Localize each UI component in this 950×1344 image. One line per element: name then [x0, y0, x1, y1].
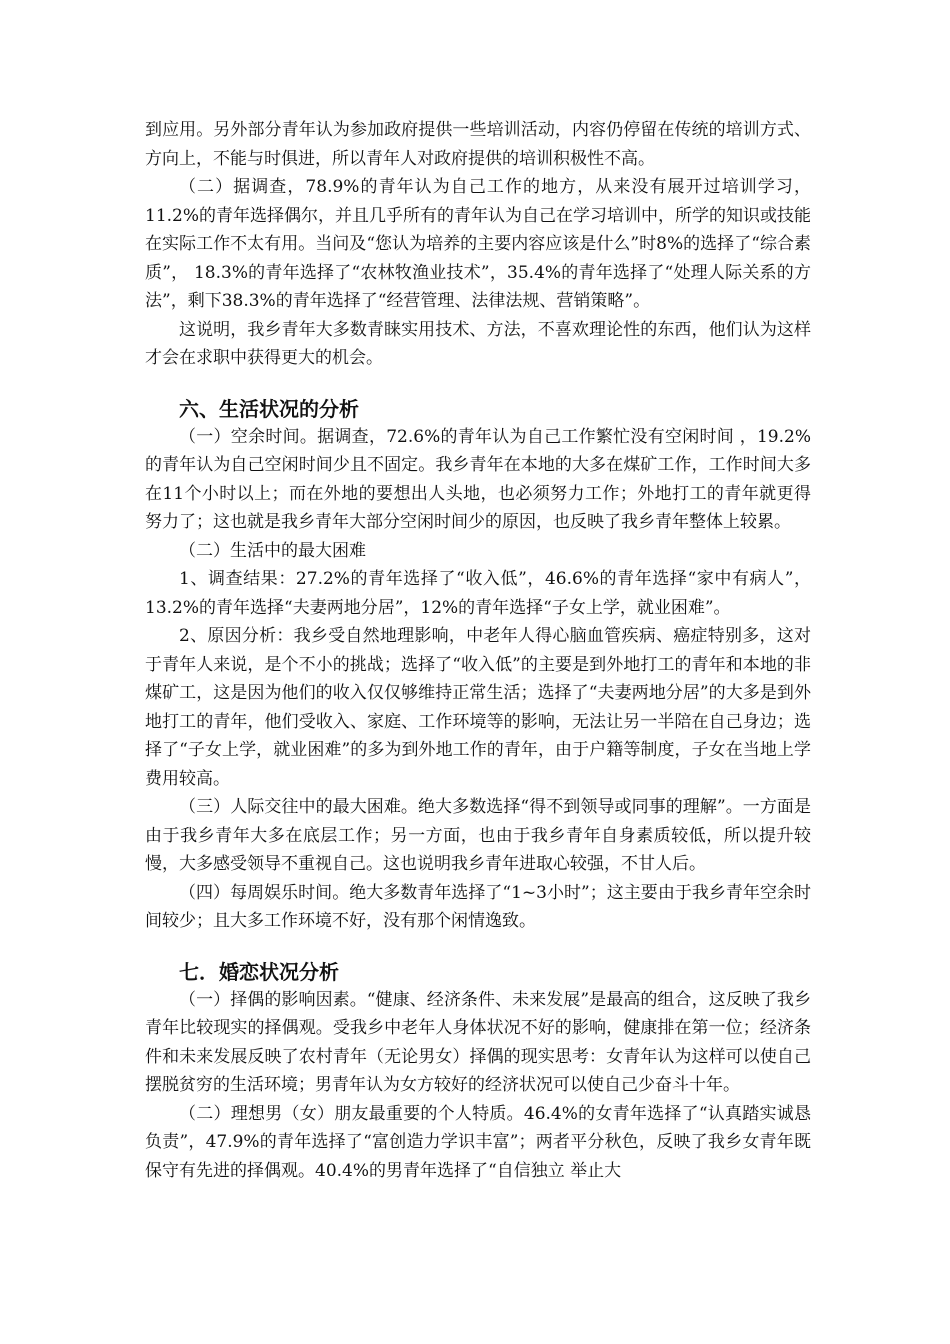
paragraph-cause-analysis: 2、原因分析：我乡受自然地理影响，中老年人得心脑血管疾病、癌症特别多，这对于青年人来说，是个不小的挑战；选择了“收入低”的主要是到外地打工的青年和本地的非煤矿工，这是因为他们的收入仅仅够维持正常生活；选择了“夫妻两地分居”的大多是到外地打工的青年，他们受收入、家庭、工作环境等的影响，无法让另一半陪在自己身边；选择了“子女上学，就业困难”的多为到外地工作的青年，由于户籍等制度，子女在当地上学费用较高。	[145, 626, 811, 789]
document-page	[145, 116, 811, 1185]
section-heading-living-conditions: 六、生活状况的分析	[179, 396, 359, 421]
section-heading-marriage: 七．婚恋状况分析	[179, 959, 339, 984]
paragraph-survey-results: 1、调查结果：27.2%的青年选择了“收入低”，46.6%的青年选择“家中有病人”，13.2%的青年选择“夫妻两地分居”，12%的青年选择“子女上学，就业困难”。	[145, 569, 811, 618]
paragraph-spare-time: （一）空余时间。据调查，72.6%的青年认为自己工作繁忙没有空闲时间 ，19.2%的青年认为自己空闲时间少且不固定。我乡青年在本地的大多在煤矿工作，工作时间大多在11个小时以上；而在外地的要想出人头地，也必须努力工作；外地打工的青年就更得努力了；这也就是我乡青年大部分空闲时间少的原因，也反映了我乡青年整体上较累。	[145, 426, 811, 532]
paragraph-interpersonal-difficulty: （三）人际交往中的最大困难。绝大多数选择“得不到领导或同事的理解”。一方面是由于我乡青年大多在底层工作；另一方面，也由于我乡青年自身素质较低，所以提升较慢，大多感受领导不重视自己。这也说明我乡青年进取心较强，不甘人后。	[145, 797, 811, 874]
paragraph-training-continued: 到应用。另外部分青年认为参加政府提供一些培训活动，内容仍停留在传统的培训方式、方向上，不能与时俱进，所以青年人对政府提供的培训积极性不高。	[145, 120, 811, 169]
paragraph-ideal-partner: （二）理想男（女）朋友最重要的个人特质。46.4%的女青年选择了“认真踏实诚恳负责”，47.9%的青年选择了“富创造力学识丰富”；两者平分秋色，反映了我乡女青年既保守有先进的择偶观。40.4%的男青年选择了“自信独立 举止大	[145, 1103, 811, 1181]
paragraph-training-survey: （二）据调查，78.9%的青年认为自己工作的地方，从来没有展开过培训学习，11.2%的青年选择偶尔，并且几乎所有的青年认为自己在学习培训中，所学的知识或技能在实际工作不太有用。当问及“您认为培养的主要内容应该是什么”时8%的选择了“综合素质”， 18.3%的青年选择了“农林牧渔业技术”，35.4%的青年选择了“处理人际关系的方法”，剩下38.3%的青年选择了“经营管理、法律法规、营销策略”。	[145, 177, 812, 311]
paragraph-weekly-entertainment: （四）每周娱乐时间。绝大多数青年选择了“1~3小时”；这主要由于我乡青年空余时间较少；且大多工作环境不好，没有那个闲情逸致。	[145, 882, 811, 931]
paragraph-biggest-difficulty-heading: （二）生活中的最大困难	[179, 540, 366, 561]
paragraph-mate-factors: （一）择偶的影响因素。“健康、经济条件、未来发展”是最高的组合，这反映了我乡青年比较现实的择偶观。受我乡中老年人身体状况不好的影响，健康排在第一位；经济条件和未来发展反映了农村青年（无论男女）择偶的现实思考：女青年认为这样可以使自己摆脱贫穷的生活环境；男青年认为女方较好的经济状况可以使自己少奋斗十年。	[145, 989, 811, 1095]
paragraph-training-conclusion: 这说明，我乡青年大多数青睐实用技术、方法，不喜欢理论性的东西，他们认为这样才会在求职中获得更大的机会。	[145, 319, 811, 368]
